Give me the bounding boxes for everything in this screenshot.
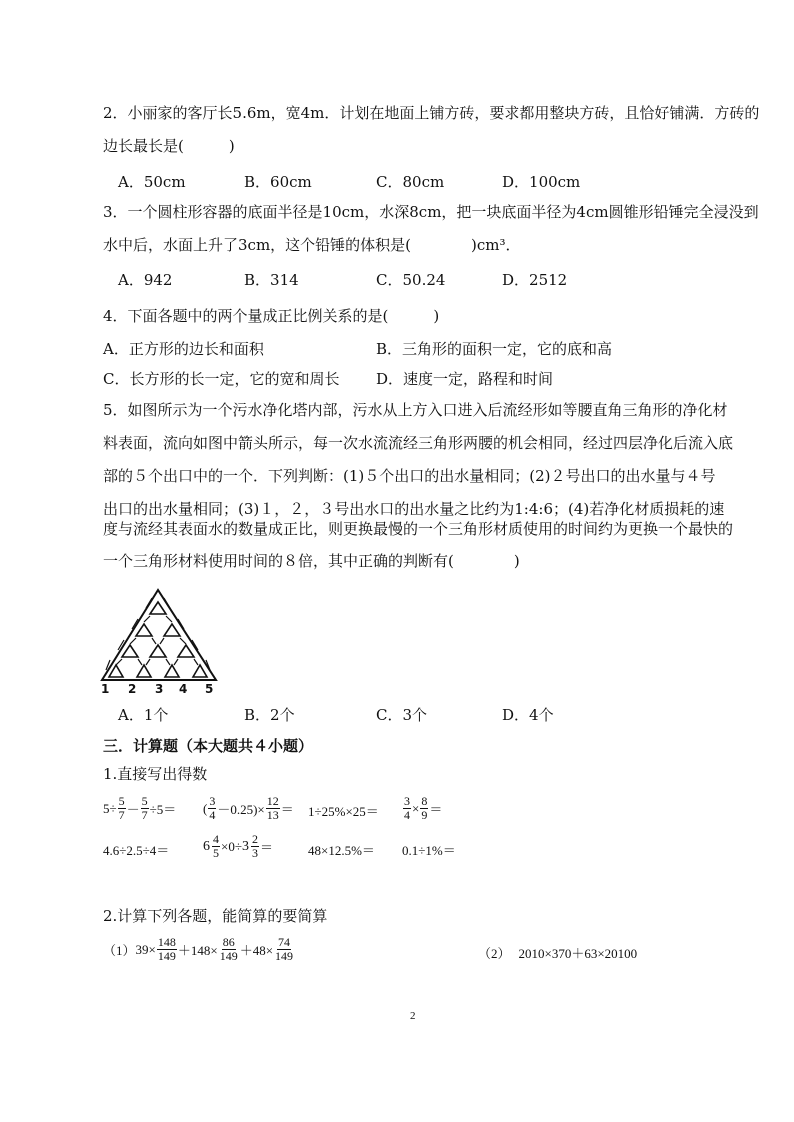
q2-line1: 2．小丽家的客厅长5.6m，宽4m．计划在地面上铺方砖，要求都用整块方砖，且恰好铺满．方砖的 bbox=[103, 104, 760, 122]
calc-q2-part2-expr: 2010×370＋63×20100 bbox=[518, 946, 638, 961]
calc-q2-title: 2.计算下列各题，能简算的要简算 bbox=[103, 907, 328, 925]
q2-option-d: D．100cm bbox=[502, 173, 581, 191]
q5-line4: 出口的出水量相同；(3)１，２，３号出水口的出水量之比约为1:4:6；(4)若净化材质损耗的速 bbox=[103, 500, 725, 518]
calc-expr-8: 0.1÷1%＝ bbox=[402, 843, 456, 858]
calc-expr-2: ( $\frac{3}{4}$ －0.25)× $\frac{12}{13}$ ＝ bbox=[203, 794, 294, 822]
q2-line2: 边长最长是( ) bbox=[103, 137, 235, 155]
calc-expr-6: 6 $\frac{4}{5}$ ×0÷ 3 $\frac{2}{3}$ ＝ bbox=[203, 832, 273, 860]
calc-expr-7: 48×12.5%＝ bbox=[308, 843, 375, 858]
calc-q2-part2-label: （2） bbox=[478, 946, 511, 961]
q5-option-a: A．1个 bbox=[118, 706, 169, 724]
q3-option-d: D．2512 bbox=[502, 271, 568, 289]
calc-q2-part2 bbox=[478, 943, 637, 962]
q5-line2: 料表面，流向如图中箭头所示，每一次水流流经三角形两腰的机会相同，经过四层净化后流入底 bbox=[103, 434, 734, 452]
outlet-label-1: 1 bbox=[101, 682, 110, 696]
outlet-label-4: 4 bbox=[179, 682, 188, 696]
q3-option-c: C．50.24 bbox=[376, 271, 446, 289]
purification-tower-figure bbox=[98, 586, 222, 696]
q4-option-b: B．三角形的面积一定，它的底和高 bbox=[376, 340, 613, 358]
q2-option-a: A．50cm bbox=[118, 173, 186, 191]
q3-line1: 3．一个圆柱形容器的底面半径是10cm，水深8cm，把一块底面半径为4cm圆锥形铅锤完全浸没到 bbox=[103, 203, 759, 221]
q2-option-b: B．60cm bbox=[244, 173, 312, 191]
q5-option-c: C．3个 bbox=[376, 706, 428, 724]
outlet-label-2: 2 bbox=[128, 682, 137, 696]
q2-option-c: C．80cm bbox=[376, 173, 445, 191]
q3-line2: 水中后，水面上升了3cm，这个铅锤的体积是( )cm³． bbox=[103, 236, 521, 254]
outlet-label-5: 5 bbox=[205, 682, 214, 696]
q4-stem: 4．下面各题中的两个量成正比例关系的是( ) bbox=[103, 307, 440, 325]
flow-arrows bbox=[106, 598, 210, 670]
page-number: 2 bbox=[410, 1010, 416, 1022]
calc-q1-title: 1.直接写出得数 bbox=[103, 765, 208, 783]
q4-option-d: D．速度一定，路程和时间 bbox=[376, 370, 554, 388]
calc-expr-1: 5÷ $\frac{5}{7}$ － $\frac{5}{7}$ ÷5＝ bbox=[103, 794, 177, 822]
q3-option-a: A．942 bbox=[118, 271, 173, 289]
q5-line5: 度与流经其表面水的数量成正比，则更换最慢的一个三角形材质使用的时间约为更换一个最快的 bbox=[103, 520, 734, 538]
q5-line1: 5．如图所示为一个污水净化塔内部，污水从上方入口进入后流经形如等腰直角三角形的净化材 bbox=[103, 401, 728, 419]
q5-line3: 部的５个出口中的一个．下列判断：(1)５个出口的出水量相同；(2)２号出口的出水量与４号 bbox=[103, 467, 716, 485]
calc-q2-part1-label: （1） bbox=[103, 943, 136, 958]
calc-expr-4: $\frac{3}{4}$ × $\frac{8}{9}$ ＝ bbox=[404, 794, 443, 822]
calc-expr-5: 4.6÷2.5÷4＝ bbox=[103, 843, 170, 858]
q5-option-d: D．4个 bbox=[502, 706, 554, 724]
q3-option-b: B．314 bbox=[244, 271, 299, 289]
calc-q2-part1: （1） 39× $\frac{148}{149}$ ＋148× $\frac{86}{149}$ ＋48× $\frac{74}{149}$ bbox=[103, 935, 294, 963]
q5-line6: 一个三角形材料使用时间的８倍，其中正确的判断有( ) bbox=[103, 552, 520, 570]
filter-triangles bbox=[109, 602, 207, 677]
q4-option-a: A．正方形的边长和面积 bbox=[103, 340, 264, 358]
q5-option-b: B．2个 bbox=[244, 706, 295, 724]
calc-expr-3: 1÷25%×25＝ bbox=[308, 804, 379, 819]
q4-option-c: C．长方形的长一定，它的宽和周长 bbox=[103, 370, 340, 388]
section3-title: 三．计算题（本大题共４小题） bbox=[103, 737, 314, 755]
outlet-label-3: 3 bbox=[155, 682, 164, 696]
